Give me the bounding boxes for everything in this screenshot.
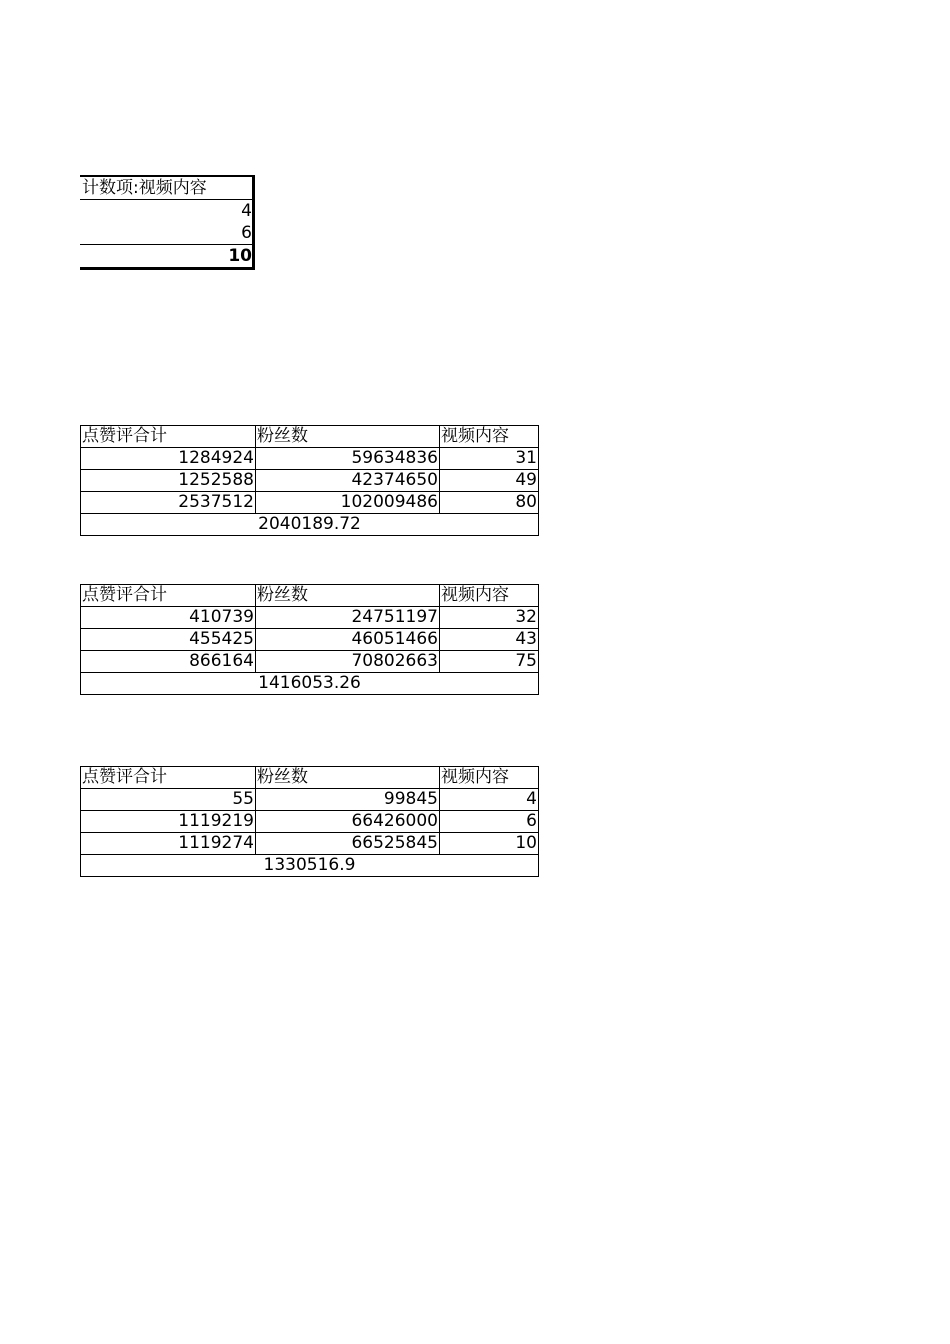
table-cell[interactable]: 80: [440, 492, 539, 514]
header-cell[interactable]: 点赞评合计: [81, 767, 256, 789]
table-cell[interactable]: 66525845: [256, 833, 440, 855]
table-row: [81, 448, 539, 470]
data-table-2: [80, 584, 539, 695]
table-cell[interactable]: 6: [440, 811, 539, 833]
table-cell[interactable]: 455425: [81, 629, 256, 651]
table-cell[interactable]: 24751197: [256, 607, 440, 629]
header-cell[interactable]: 粉丝数: [256, 767, 440, 789]
table-row: [81, 629, 539, 651]
table-row: [81, 651, 539, 673]
header-row: [81, 585, 539, 607]
table-cell[interactable]: 1284924: [81, 448, 256, 470]
table-row: [81, 492, 539, 514]
header-row: [81, 426, 539, 448]
table-cell[interactable]: 1252588: [81, 470, 256, 492]
table-cell[interactable]: 66426000: [256, 811, 440, 833]
table-cell[interactable]: 866164: [81, 651, 256, 673]
table-cell[interactable]: 43: [440, 629, 539, 651]
table-cell[interactable]: 1119274: [81, 833, 256, 855]
header-cell[interactable]: 视频内容: [440, 585, 539, 607]
pivot-header[interactable]: 计数项:视频内容: [80, 175, 255, 200]
header-cell[interactable]: 粉丝数: [256, 585, 440, 607]
table-cell[interactable]: 4: [440, 789, 539, 811]
total-cell[interactable]: 2040189.72: [81, 514, 539, 536]
table-row: [81, 607, 539, 629]
header-cell[interactable]: 点赞评合计: [81, 585, 256, 607]
table-row: [81, 789, 539, 811]
table-cell[interactable]: 70802663: [256, 651, 440, 673]
header-cell[interactable]: 视频内容: [440, 426, 539, 448]
table-cell[interactable]: 1119219: [81, 811, 256, 833]
table-cell[interactable]: 410739: [81, 607, 256, 629]
total-row: [81, 855, 539, 877]
header-cell[interactable]: 粉丝数: [256, 426, 440, 448]
header-cell[interactable]: 点赞评合计: [81, 426, 256, 448]
pivot-row[interactable]: 4: [80, 200, 255, 222]
total-row: [81, 514, 539, 536]
pivot-table: [80, 175, 255, 270]
table-cell[interactable]: 42374650: [256, 470, 440, 492]
table-cell[interactable]: 99845: [256, 789, 440, 811]
header-cell[interactable]: 视频内容: [440, 767, 539, 789]
pivot-row[interactable]: 6: [80, 222, 255, 245]
table-cell[interactable]: 46051466: [256, 629, 440, 651]
table-cell[interactable]: 32: [440, 607, 539, 629]
table-row: [81, 833, 539, 855]
table-cell[interactable]: 102009486: [256, 492, 440, 514]
pivot-total[interactable]: 10: [80, 245, 255, 270]
table-cell[interactable]: 10: [440, 833, 539, 855]
total-cell[interactable]: 1416053.26: [81, 673, 539, 695]
table-cell[interactable]: 49: [440, 470, 539, 492]
data-table-3: [80, 766, 539, 877]
table-row: [81, 470, 539, 492]
table-cell[interactable]: 75: [440, 651, 539, 673]
table-cell[interactable]: 59634836: [256, 448, 440, 470]
table-row: [81, 811, 539, 833]
data-table-1: [80, 425, 539, 536]
table-cell[interactable]: 2537512: [81, 492, 256, 514]
table-cell[interactable]: 55: [81, 789, 256, 811]
table-cell[interactable]: 31: [440, 448, 539, 470]
total-row: [81, 673, 539, 695]
total-cell[interactable]: 1330516.9: [81, 855, 539, 877]
header-row: [81, 767, 539, 789]
